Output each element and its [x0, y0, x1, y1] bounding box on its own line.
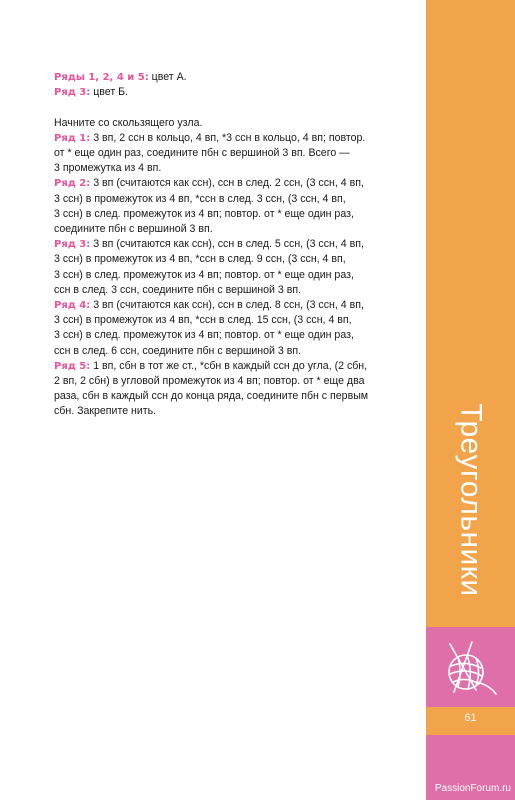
row-text: 2 вп, 2 сбн) в угловой промежуток из 4 вп; повтор. от * еще два	[54, 375, 365, 388]
row-5	[54, 359, 409, 420]
color-line-2	[54, 85, 409, 100]
chapter-title-text: Треугольники	[454, 403, 488, 597]
row-text: 3 вп (считаются как ссн), ссн в след. 8 ссн, (3 ссн, 4 вп,	[90, 299, 364, 312]
row-text: 3 вп (считаются как ссн), ссн в след. 2 ссн, (3 ссн, 4 вп,	[90, 177, 364, 190]
chapter-sidebar	[426, 0, 515, 800]
watermark-text: PassionForum.ru	[434, 783, 511, 794]
row-label: Ряд 5:	[54, 360, 91, 372]
row-text: ссн в след. 3 ссн, соедините пбн с вершиной 3 вп.	[54, 283, 302, 296]
row-text: ссн в след. 6 ссн, соедините пбн с вершиной 3 вп.	[54, 344, 302, 357]
row-text: 3 ссн) в след. промежуток из 4 вп; повтор. от * еще один раз,	[54, 268, 354, 281]
row-label: Ряд 4:	[54, 300, 91, 312]
row-label: Ряд 1:	[54, 132, 91, 144]
row-4	[54, 298, 409, 359]
row-text: 3 ссн) в след. промежуток из 4 вп; повтор. от * еще один раз,	[54, 329, 354, 342]
row-label: Ряд 3:	[54, 239, 91, 251]
row-text: 3 вп, 2 ссн в кольцо, 4 вп, *3 ссн в кольцо, 4 вп; повтор.	[90, 131, 366, 144]
yarn-ball-icon	[440, 636, 500, 700]
row-text: 3 вп (считаются как ссн), ссн в след. 5 ссн, (3 ссн, 4 вп,	[90, 238, 364, 251]
row-text: соедините пбн с вершиной 3 вп.	[54, 223, 213, 236]
row-text: 3 промежутка из 4 вп.	[54, 162, 162, 175]
row-label: Ряд 2:	[54, 178, 91, 190]
pattern-text	[54, 70, 409, 420]
row-text: 3 ссн) в след. промежуток из 4 вп; повтор. от * еще один раз,	[54, 207, 354, 220]
row-text: от * еще один раз, соедините пбн с вершиной 3 вп. Всего —	[54, 147, 350, 159]
row-text: раза, сбн в каждый ссн до конца ряда, соедините пбн с первым	[54, 390, 369, 403]
row-1	[54, 131, 409, 177]
rows-label: Ряд 3:	[54, 87, 91, 99]
row-text: 1 вп, сбн в тот же ст., *сбн в каждый ссн до угла, (2 сбн,	[90, 359, 368, 372]
rows-color: цвет Б.	[90, 86, 129, 99]
row-2	[54, 176, 409, 237]
row-text: 3 ссн) в промежуток из 4 вп, *ссн в след. 9 ссн, (3 ссн, 4 вп,	[54, 253, 346, 266]
row-text: 3 ссн) в промежуток из 4 вп, *ссн в след. 15 ссн, (3 ссн, 4 вп,	[54, 314, 352, 327]
chapter-title	[426, 380, 515, 620]
row-text: 3 ссн) в промежуток из 4 вп, *ссн в след. 3 ссн, (3 ссн, 4 вп,	[54, 192, 346, 205]
intro-text: Начните со скользящего узла.	[54, 116, 203, 129]
rows-color: цвет А.	[148, 71, 187, 83]
rows-label: Ряды 1, 2, 4 и 5:	[54, 72, 149, 83]
row-3	[54, 237, 409, 298]
page-number: 61	[464, 712, 477, 724]
row-text: сбн. Закрепите нить.	[54, 405, 157, 418]
color-line-1	[54, 70, 409, 85]
